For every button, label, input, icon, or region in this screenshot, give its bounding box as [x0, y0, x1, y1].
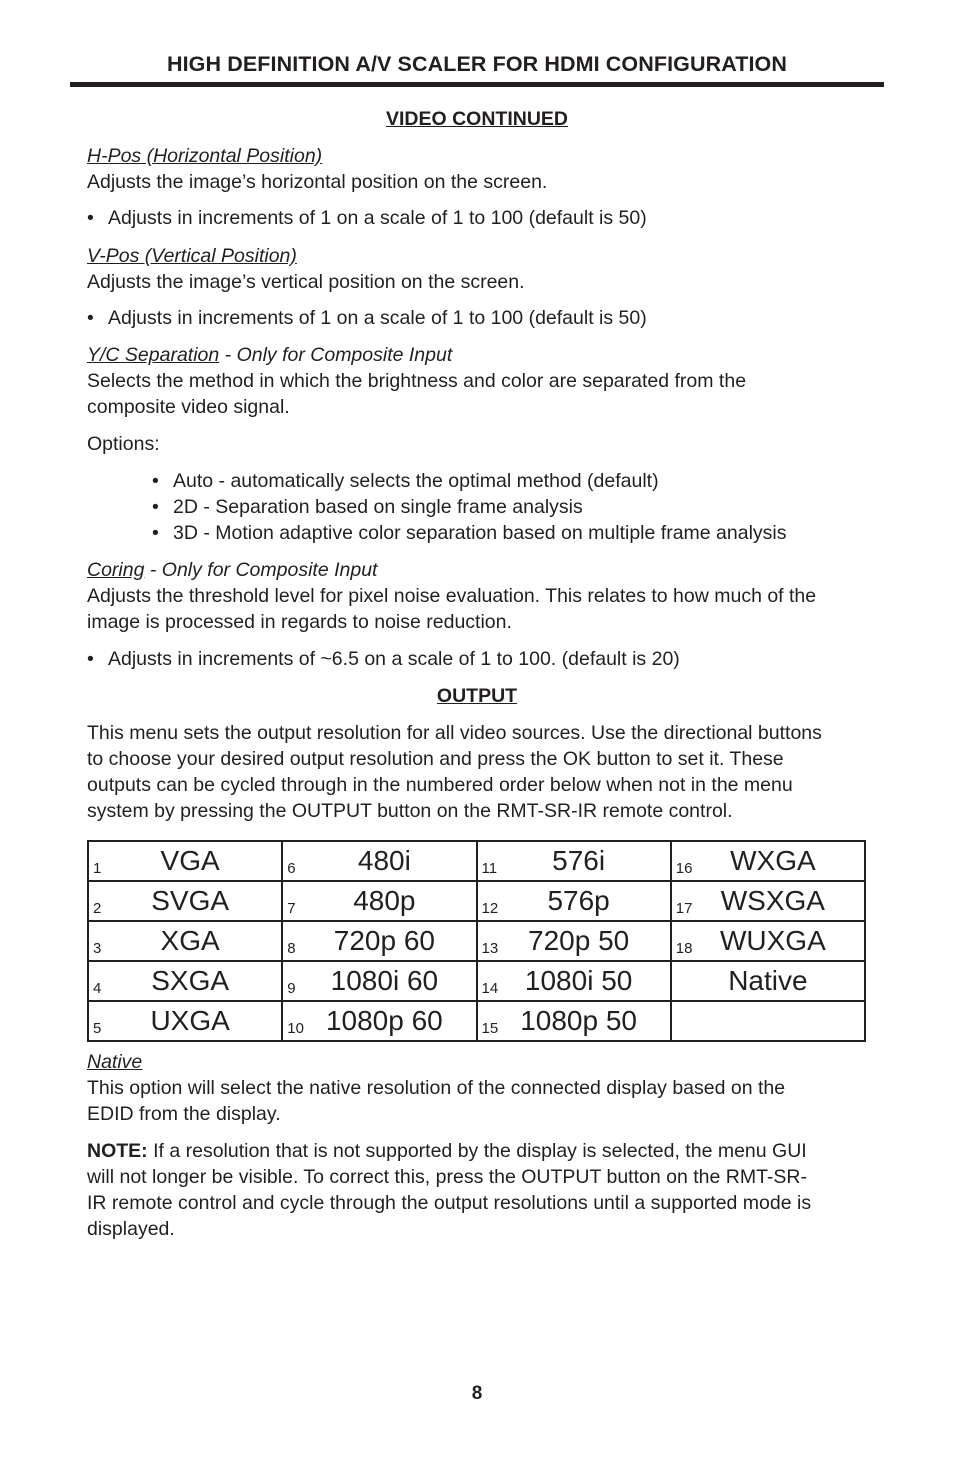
native-title: Native — [87, 1051, 143, 1073]
resolution-number: 11 — [481, 860, 498, 877]
resolution-number: 17 — [675, 900, 693, 917]
resolution-number: 5 — [93, 1020, 102, 1037]
table-cell — [671, 1001, 865, 1041]
vpos-description: Adjusts the image’s vertical position on the screen. — [87, 271, 525, 293]
table-row — [88, 881, 865, 921]
output-description-line3: outputs can be cycled through in the numbered order below when not in the menu — [87, 774, 793, 796]
resolution-number: 14 — [481, 980, 499, 997]
resolution-number: 7 — [287, 900, 296, 917]
coring-description-line2: image is processed in regards to noise reduction. — [87, 611, 512, 633]
table-cell — [477, 881, 671, 921]
yc-option-auto — [152, 468, 659, 494]
yc-qualifier: - Only for Composite Input — [219, 344, 453, 366]
vpos-bullet — [87, 305, 647, 331]
resolution-label: 720p 50 — [528, 925, 630, 956]
yc-option-text: 3D - Motion adaptive color separation based on multiple frame analysis — [173, 522, 787, 544]
output-description-line4: system by pressing the OUTPUT button on the RMT-SR-IR remote control. — [87, 800, 733, 822]
vpos-bullet-text: Adjusts in increments of 1 on a scale of 1 to 100 (default is 50) — [108, 307, 647, 329]
output-resolution-table — [87, 840, 866, 1042]
yc-option-3d — [152, 520, 787, 546]
resolution-label: Native — [728, 965, 808, 996]
resolution-label: 480p — [353, 885, 416, 916]
resolution-number: 6 — [287, 860, 296, 877]
output-description-line2: to choose your desired output resolution and press the OK button to set it. These — [87, 748, 784, 770]
yc-description-line1: Selects the method in which the brightness and color are separated from the — [87, 370, 747, 392]
table-cell — [477, 921, 671, 961]
note-label: NOTE: — [87, 1140, 148, 1162]
table-cell — [88, 961, 282, 1001]
yc-description-line2: composite video signal. — [87, 396, 290, 418]
resolution-label: 576p — [547, 885, 610, 916]
table-cell — [282, 961, 476, 1001]
hpos-bullet — [87, 205, 647, 231]
bullet-mark: • — [87, 207, 94, 229]
yc-option-text: 2D - Separation based on single frame analysis — [173, 496, 583, 518]
coring-bullet — [87, 646, 680, 672]
table-cell — [282, 921, 476, 961]
resolution-number: 3 — [93, 940, 102, 957]
yc-title-line — [87, 342, 452, 368]
hpos-bullet-text: Adjusts in increments of 1 on a scale of 1 to 100 (default is 50) — [108, 207, 647, 229]
resolution-number: 8 — [287, 940, 296, 957]
table-cell — [88, 921, 282, 961]
table-cell — [671, 881, 865, 921]
native-description-line2: EDID from the display. — [87, 1103, 281, 1125]
resolution-label: WSXGA — [720, 885, 825, 916]
table-row — [88, 921, 865, 961]
table-cell — [88, 881, 282, 921]
bullet-mark: • — [152, 470, 159, 492]
bullet-mark: • — [152, 496, 159, 518]
table-cell — [282, 1001, 476, 1041]
note-line3: IR remote control and cycle through the output resolutions until a supported mode is — [87, 1192, 812, 1214]
page-number: 8 — [471, 1383, 483, 1404]
resolution-label: 576i — [552, 845, 606, 876]
resolution-label: VGA — [160, 845, 220, 876]
table-row — [88, 1001, 865, 1041]
vpos-title: V-Pos (Vertical Position) — [87, 245, 297, 267]
resolution-label: XGA — [160, 925, 220, 956]
resolution-number: 15 — [481, 1020, 499, 1037]
resolution-label: SVGA — [151, 885, 230, 916]
table-cell — [477, 961, 671, 1001]
note-line2: will not longer be visible. To correct this, press the OUTPUT button on the RMT-SR- — [87, 1166, 807, 1188]
bullet-mark: • — [87, 307, 94, 329]
resolution-number: 2 — [93, 900, 102, 917]
bullet-mark: • — [87, 648, 94, 670]
resolution-number: 12 — [481, 900, 499, 917]
table-cell — [88, 1001, 282, 1041]
table-cell — [671, 961, 865, 1001]
yc-option-2d — [152, 494, 583, 520]
table-cell — [88, 841, 282, 881]
table-cell — [477, 841, 671, 881]
coring-bullet-text: Adjusts in increments of ~6.5 on a scale of 1 to 100. (default is 20) — [108, 648, 680, 670]
resolution-number: 10 — [287, 1020, 304, 1037]
resolution-number: 1 — [93, 860, 102, 877]
resolution-label: WXGA — [730, 845, 816, 876]
resolution-number: 9 — [287, 980, 296, 997]
note-text: If a resolution that is not supported by the display is selected, the menu GUI — [147, 1140, 807, 1162]
section-heading-video-continued: VIDEO CONTINUED — [385, 108, 568, 130]
resolution-number: 18 — [675, 940, 693, 957]
table-cell — [282, 881, 476, 921]
bullet-mark: • — [152, 522, 159, 544]
table-cell — [671, 841, 865, 881]
coring-title: Coring — [87, 559, 145, 581]
resolution-label: 480i — [357, 845, 411, 876]
header-rule — [70, 82, 884, 87]
resolution-label: 720p 60 — [333, 925, 435, 956]
resolution-label: 1080p 50 — [520, 1005, 638, 1036]
hpos-description: Adjusts the image’s horizontal position on the screen. — [87, 171, 548, 193]
coring-qualifier: - Only for Composite Input — [144, 559, 378, 581]
resolution-number: 4 — [93, 980, 102, 997]
coring-description-line1: Adjusts the threshold level for pixel noise evaluation. This relates to how much of the — [87, 585, 817, 607]
yc-title: Y/C Separation — [87, 344, 220, 366]
table-cell — [671, 921, 865, 961]
resolution-label: UXGA — [150, 1005, 230, 1036]
note-line4: displayed. — [87, 1218, 175, 1240]
resolution-number: 16 — [675, 860, 693, 877]
table-cell — [477, 1001, 671, 1041]
table-row — [88, 961, 865, 1001]
output-description-line1: This menu sets the output resolution for all video sources. Use the directional buttons — [87, 722, 822, 744]
yc-options-label: Options: — [87, 433, 160, 455]
resolution-label: WUXGA — [719, 925, 826, 956]
resolution-number: 13 — [481, 940, 499, 957]
page-header-title: HIGH DEFINITION A/V SCALER FOR HDMI CONFIGURATION — [166, 52, 788, 76]
coring-title-line — [87, 557, 377, 583]
section-heading-output: OUTPUT — [436, 685, 518, 707]
note-line1 — [87, 1138, 807, 1164]
native-description-line1: This option will select the native resolution of the connected display based on the — [87, 1077, 786, 1099]
hpos-title: H-Pos (Horizontal Position) — [87, 145, 323, 167]
yc-option-text: Auto - automatically selects the optimal method (default) — [173, 470, 659, 492]
resolution-label: 1080i 60 — [330, 965, 439, 996]
resolution-label: 1080i 50 — [524, 965, 633, 996]
resolution-label: SXGA — [151, 965, 230, 996]
table-cell — [282, 841, 476, 881]
table-row — [88, 841, 865, 881]
resolution-label: 1080p 60 — [325, 1005, 443, 1036]
